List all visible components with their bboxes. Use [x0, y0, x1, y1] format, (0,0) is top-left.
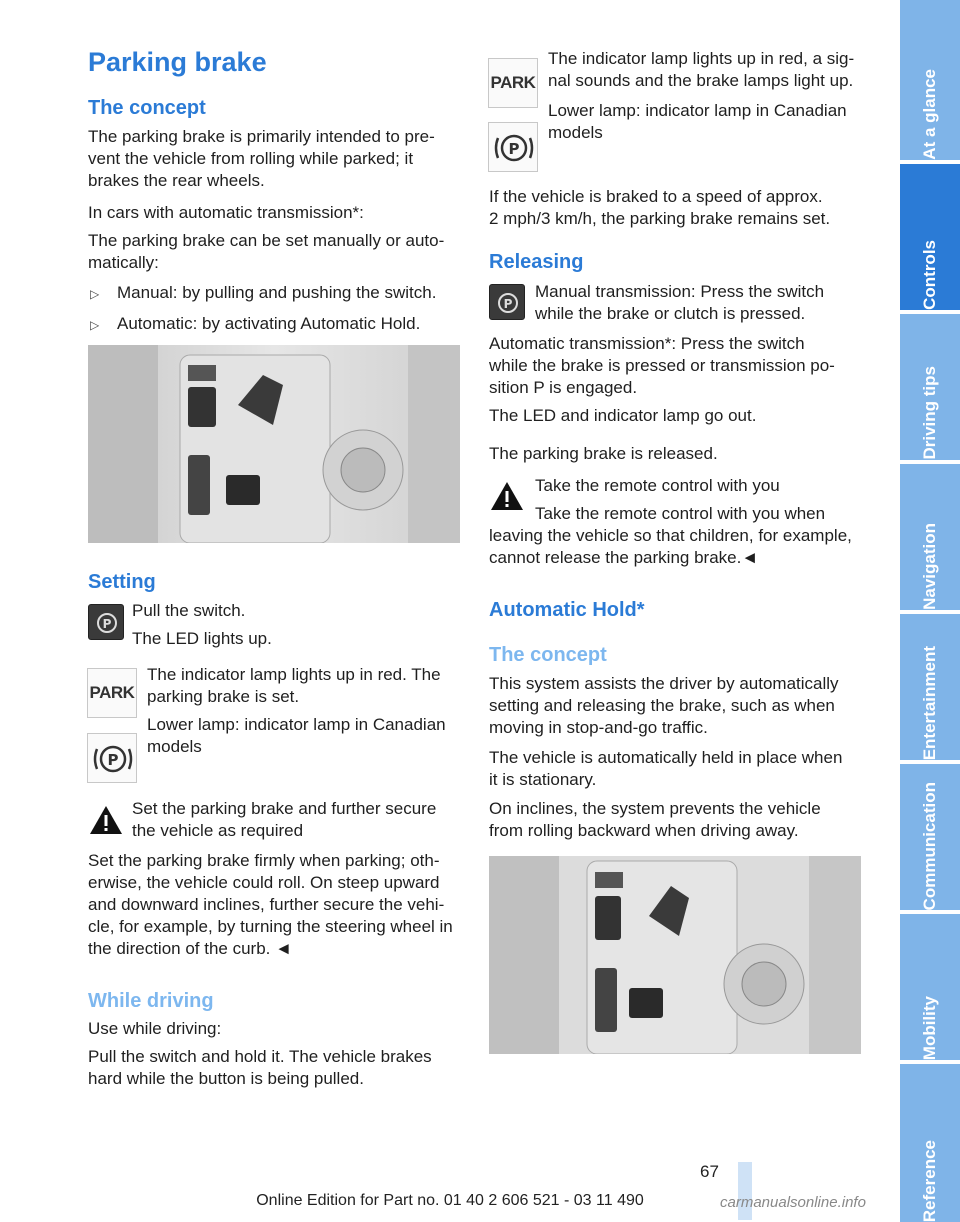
- park-indicator-icon: PARK: [488, 58, 538, 108]
- auto-hold-p3b: from rolling backward when driving away.: [489, 821, 799, 840]
- setting-p1c: and downward inclines, further secure the vehi-: [88, 895, 445, 914]
- concept-p2: In cars with automatic transmission*:: [88, 203, 364, 222]
- setting-l2: The LED lights up.: [132, 629, 272, 648]
- tab-reference[interactable]: Reference: [900, 1064, 960, 1222]
- right-p1: If the vehicle is braked to a speed of approx.: [489, 187, 823, 206]
- svg-text:P: P: [503, 297, 513, 311]
- tab-driving-tips[interactable]: Driving tips: [900, 314, 960, 460]
- warning-icon: [88, 804, 124, 841]
- auto-hold-p1: This system assists the driver by automatically: [489, 674, 839, 693]
- page-marker: [738, 1162, 752, 1220]
- releasing-p1c: sition P is engaged.: [489, 378, 638, 397]
- tab-controls[interactable]: Controls: [900, 164, 960, 310]
- right-l1: The indicator lamp lights up in red, a sig-: [548, 49, 855, 68]
- right-l1b: nal sounds and the brake lamps light up.: [548, 71, 854, 90]
- concept-p1c: brakes the rear wheels.: [88, 171, 265, 190]
- setting-l4b: models: [147, 737, 202, 756]
- releasing-l1b: while the brake or clutch is pressed.: [535, 304, 806, 323]
- setting-l3: The indicator lamp lights up in red. The: [147, 665, 441, 684]
- concept-heading: The concept: [88, 97, 206, 119]
- canadian-brake-indicator-icon: [488, 122, 538, 172]
- page-title: Parking brake: [88, 47, 267, 77]
- while-driving-heading: While driving: [88, 990, 214, 1012]
- setting-l1: Pull the switch.: [132, 601, 246, 620]
- releasing-p2: The LED and indicator lamp go out.: [489, 406, 757, 425]
- concept-p3b: matically:: [88, 253, 159, 272]
- bullet-manual: Manual: by pulling and pushing the switch.: [117, 283, 437, 302]
- setting-l3b: parking brake is set.: [147, 687, 300, 706]
- auto-hold-subheading: The concept: [489, 644, 607, 666]
- tab-entertainment[interactable]: Entertainment: [900, 614, 960, 760]
- bullet-arrow-icon: ▷: [90, 287, 100, 301]
- bullet-automatic: Automatic: by activating Automatic Hold.: [117, 314, 421, 333]
- svg-text:P: P: [508, 140, 520, 158]
- setting-warn1: Set the parking brake and further secure: [132, 799, 437, 818]
- right-l2: Lower lamp: indicator lamp in Canadian: [548, 101, 847, 120]
- tab-mobility[interactable]: Mobility: [900, 914, 960, 1060]
- releasing-l1: Manual transmission: Press the switch: [535, 282, 825, 301]
- concept-p1: The parking brake is primarily intended to pre-: [88, 127, 435, 146]
- svg-text:P: P: [107, 751, 119, 769]
- setting-warn1b: the vehicle as required: [132, 821, 304, 840]
- concept-p3: The parking brake can be set manually or auto-: [88, 231, 445, 250]
- while-driving-p1: Use while driving:: [88, 1019, 222, 1038]
- console-photo: [489, 856, 861, 1054]
- setting-p1d: cle, for example, by turning the steering wheel in: [88, 917, 453, 936]
- svg-text:P: P: [102, 617, 112, 631]
- while-driving-p2: Pull the switch and hold it. The vehicle brakes: [88, 1047, 432, 1066]
- footer-text: Online Edition for Part no. 01 40 2 606 521 - 03 11 490: [256, 1192, 644, 1209]
- console-photo: [88, 345, 460, 543]
- releasing-warn2: Take the remote control with you when: [535, 504, 826, 523]
- setting-p1e: the direction of the curb. ◄: [88, 939, 292, 958]
- watermark-text: carmanualsonline.info: [720, 1194, 866, 1211]
- warning-icon: [489, 480, 525, 517]
- canadian-brake-indicator-icon: [87, 733, 137, 783]
- tab-communication[interactable]: Communication: [900, 764, 960, 910]
- auto-hold-p2b: it is stationary.: [489, 770, 597, 789]
- parking-brake-switch-icon: [489, 284, 525, 320]
- concept-p1b: vent the vehicle from rolling while parked; it: [88, 149, 414, 168]
- bullet-arrow-icon: ▷: [90, 318, 100, 332]
- releasing-warn2b: leaving the vehicle so that children, for example,: [489, 526, 852, 545]
- releasing-p1b: while the brake is pressed or transmission po-: [489, 356, 835, 375]
- setting-p1: Set the parking brake firmly when parking; oth-: [88, 851, 440, 870]
- auto-hold-p1c: moving in stop-and-go traffic.: [489, 718, 708, 737]
- setting-l4: Lower lamp: indicator lamp in Canadian: [147, 715, 446, 734]
- page-number: 67: [700, 1162, 719, 1181]
- releasing-warn1: Take the remote control with you: [535, 476, 780, 495]
- parking-brake-switch-icon: [88, 604, 124, 640]
- park-indicator-icon: PARK: [87, 668, 137, 718]
- auto-hold-p1b: setting and releasing the brake, such as when: [489, 696, 835, 715]
- while-driving-p2b: hard while the button is being pulled.: [88, 1069, 364, 1088]
- releasing-p1: Automatic transmission*: Press the switch: [489, 334, 805, 353]
- right-p1b: 2 mph/3 km/h, the parking brake remains set.: [489, 209, 831, 228]
- releasing-warn2c: cannot release the parking brake.◄: [489, 548, 759, 567]
- tab-navigation[interactable]: Navigation: [900, 464, 960, 610]
- right-l2b: models: [548, 123, 603, 142]
- releasing-heading: Releasing: [489, 251, 584, 273]
- setting-p1b: erwise, the vehicle could roll. On steep upward: [88, 873, 440, 892]
- auto-hold-p2: The vehicle is automatically held in place when: [489, 748, 843, 767]
- tab-at-a-glance[interactable]: At a glance: [900, 0, 960, 160]
- releasing-p3: The parking brake is released.: [489, 444, 718, 463]
- setting-heading: Setting: [88, 571, 156, 593]
- auto-hold-heading: Automatic Hold*: [489, 599, 645, 621]
- auto-hold-p3: On inclines, the system prevents the vehicle: [489, 799, 821, 818]
